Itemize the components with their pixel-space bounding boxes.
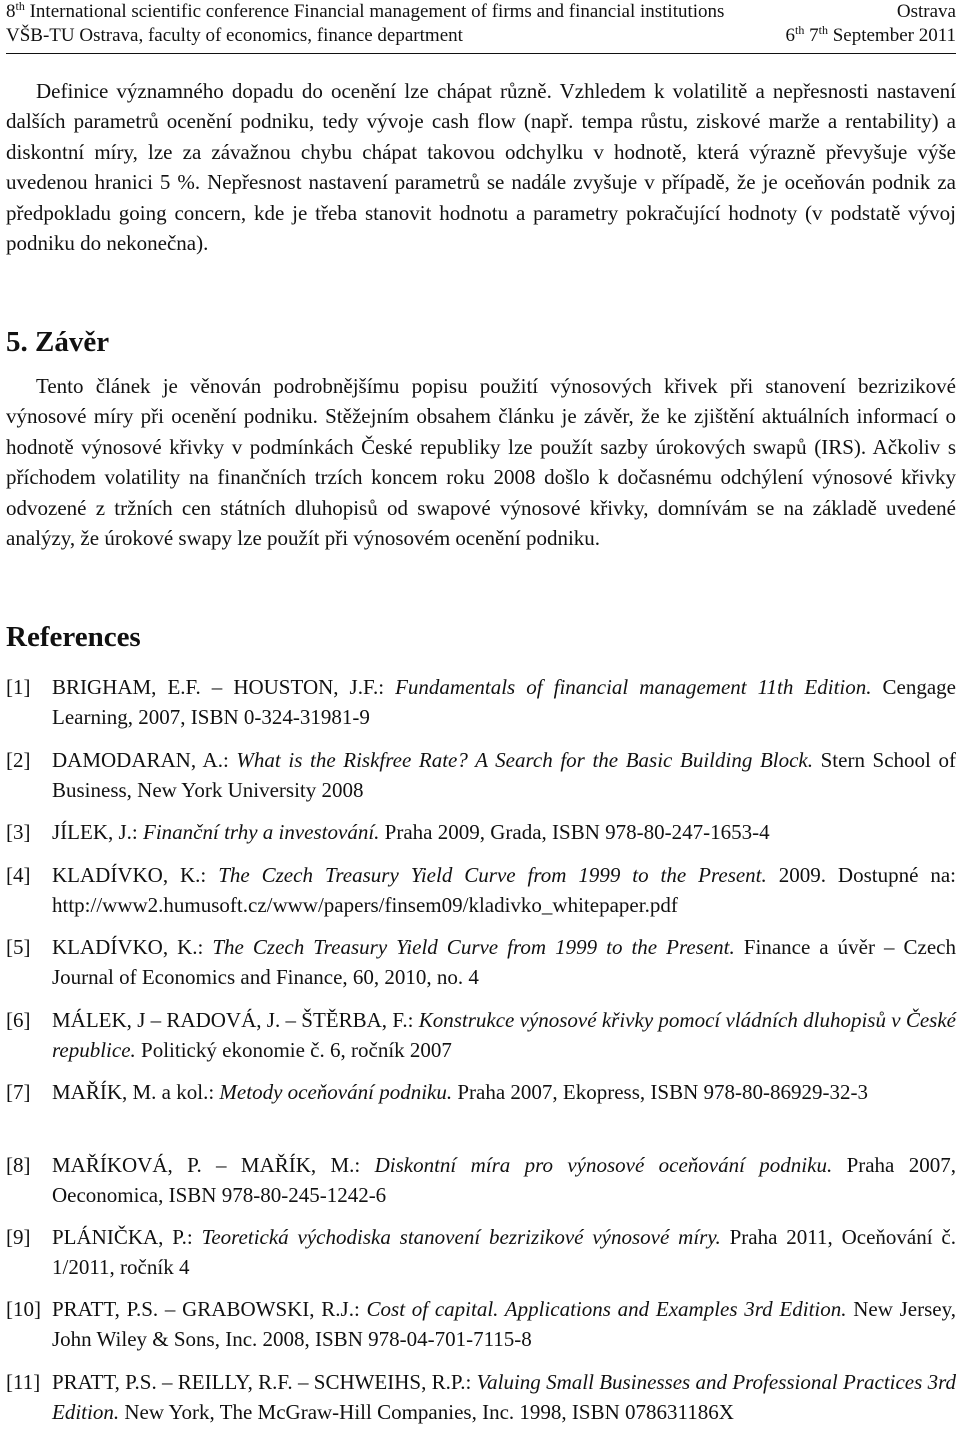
reference-number: [6]	[6, 1008, 31, 1032]
header-row-1	[6, 0, 956, 24]
reference-number: [1]	[6, 675, 31, 699]
reference-number: [5]	[6, 935, 31, 959]
reference-number: [11]	[6, 1370, 41, 1394]
reference-item	[6, 1005, 956, 1065]
reference-body: MAŘÍK, M. a kol.: Metody oceňování podniku. Praha 2007, Ekopress, ISBN 978-80-86929-32-3	[52, 1080, 868, 1104]
reference-body: BRIGHAM, E.F. – HOUSTON, J.F.: Fundamentals of financial management 11th Edition. Cengage Learning, 2007, ISBN 0-324-31981-9	[52, 675, 956, 729]
reference-number: [4]	[6, 863, 31, 887]
reference-body: KLADÍVKO, K.: The Czech Treasury Yield Curve from 1999 to the Present. Finance a úvěr – Czech Journal of Economics and Finance, 60, 2010, no. 4	[52, 935, 956, 989]
reference-body: DAMODARAN, A.: What is the Riskfree Rate? A Search for the Basic Building Block. Stern School of Business, New York University 2008	[52, 748, 957, 802]
conference-date: 6th 7th September 2011	[785, 23, 956, 46]
reference-number: [2]	[6, 748, 31, 772]
reference-item	[6, 1294, 956, 1354]
reference-body: JÍLEK, J.: Finanční trhy a investování. Praha 2009, Grada, ISBN 978-80-247-1653-4	[52, 820, 770, 844]
intro-paragraph: Definice významného dopadu do ocenění lze chápat různě. Vzhledem k volatilitě a nepřesnosti nastavení dalších parametrů ocenění podniku, tedy vývoje cash flow (např. tempa růstu, ziskové marže a rentability) a diskontní míry, lze za závažnou chybu chápat takovou odchylku v hodnotě, která výrazně převyšuje výše uvedenou hranici 5 %. Nepřesnost nastavení parametrů se nadále zvyšuje v případě, že je oceňován podnik za předpokladu going concern, kde je třeba stanovit hodnotu a parametry pokračující hodnoty (v podstatě vývoj podniku do nekonečna).	[6, 79, 956, 256]
reference-item	[6, 1367, 956, 1427]
reference-item	[6, 817, 956, 847]
reference-number: [7]	[6, 1080, 31, 1104]
conference-title: 8th International scientific conference Financial management of firms and financial institutions	[6, 0, 725, 22]
reference-body: KLADÍVKO, K.: The Czech Treasury Yield Curve from 1999 to the Present. 2009. Dostupné na: http://www2.humusoft.cz/www/papers/finsem09/kladivko_whitepaper.pdf	[52, 863, 956, 917]
department: VŠB-TU Ostrava, faculty of economics, finance department	[6, 25, 463, 46]
reference-number: [8]	[6, 1153, 31, 1177]
reference-item	[6, 1077, 956, 1107]
reference-body: PRATT, P.S. – REILLY, R.F. – SCHWEIHS, R.P.: Valuing Small Businesses and Professional Practices 3rd Edition. New York, The McGraw-Hill Companies, Inc. 1998, ISBN 078631186X	[52, 1370, 956, 1424]
conference-city: Ostrava	[896, 1, 956, 22]
reference-body: PLÁNIČKA, P.: Teoretická východiska stanovení bezrizikové výnosové míry. Praha 2011, Oceňování č. 1/2011, ročník 4	[52, 1225, 956, 1279]
header-row-2	[6, 24, 956, 48]
reference-number: [9]	[6, 1225, 31, 1249]
reference-number: [3]	[6, 820, 31, 844]
reference-body: MAŘÍKOVÁ, P. – MAŘÍK, M.: Diskontní míra pro výnosové oceňování podniku. Praha 2007, Oeconomica, ISBN 978-80-245-1242-6	[52, 1153, 956, 1207]
section-heading-conclusion: 5. Závěr	[6, 326, 110, 358]
reference-item	[6, 1222, 956, 1282]
reference-item	[6, 860, 956, 920]
references-heading: References	[6, 621, 141, 653]
conclusion-paragraph: Tento článek je věnován podrobnějšímu popisu použití výnosových křivek při stanovení bezrizikové výnosové míry při ocenění podniku. Stěžejním obsahem článku je závěr, že ke zjištění aktuálních informací o hodnotě výnosové křivky v podmínkách České republiky lze použít sazby úrokových swapů (IRS). Ačkoliv s příchodem volatility na finančních trzích koncem roku 2008 došlo k dočasnému odchýlení výnosové křivky odvozené z tržních cen státních dluhopisů od swapové výnosové křivky, domnívám se na základě uvedené analýzy, že úrokové swapy lze použít při výnosovém ocenění podniku.	[6, 374, 956, 551]
document-page	[6, 0, 957, 1424]
reference-body: MÁLEK, J – RADOVÁ, J. – ŠTĚRBA, F.: Konstrukce výnosové křivky pomocí vládních dluhopisů v České republice. Politický ekonomie č. 6, ročník 2007	[52, 1008, 956, 1062]
reference-body: PRATT, P.S. – GRABOWSKI, R.J.: Cost of capital. Applications and Examples 3rd Edition. New Jersey, John Wiley & Sons, Inc. 2008, ISBN 978-04-701-7115-8	[52, 1297, 956, 1351]
reference-number: [10]	[6, 1297, 41, 1321]
reference-item	[6, 745, 956, 805]
reference-item	[6, 932, 956, 992]
page-header	[6, 0, 956, 56]
reference-item	[6, 1150, 956, 1210]
header-rule	[6, 53, 956, 54]
reference-item	[6, 672, 956, 732]
